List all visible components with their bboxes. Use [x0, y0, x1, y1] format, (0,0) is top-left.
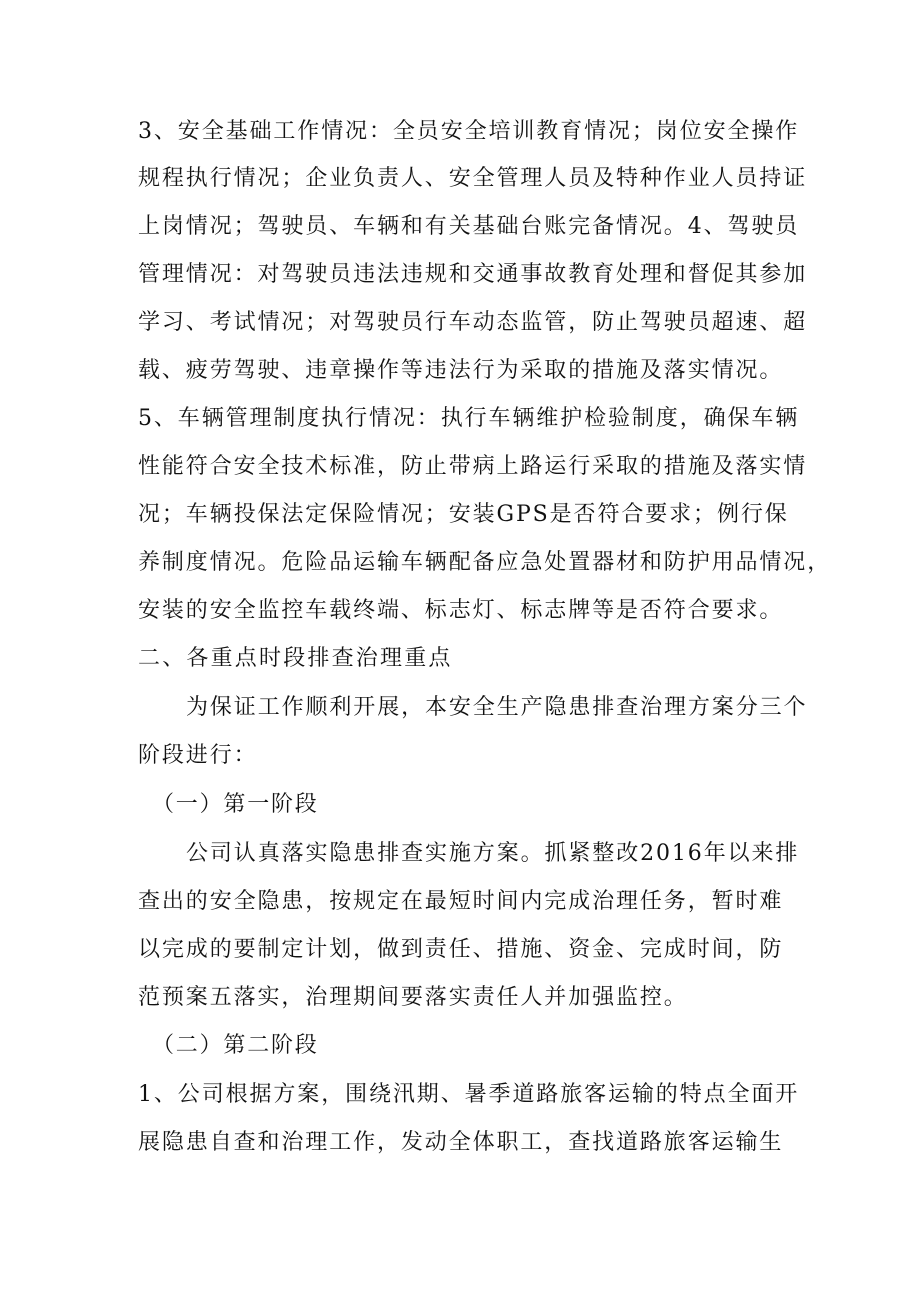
body-line: 1、公司根据方案，围绕汛期、暑季道路旅客运输的特点全面开 — [138, 1082, 800, 1107]
body-line: 查出的安全隐患，按规定在最短时间内完成治理任务，暂时难 — [138, 889, 784, 914]
subsection-heading: （二）第二阶段 — [152, 1033, 319, 1058]
body-line: 阶段进行： — [138, 743, 258, 768]
body-line: 公司认真落实隐患排查实施方案。抓紧整改2016年以来排 — [186, 841, 800, 866]
body-line: 性能符合安全技术标准，防止带病上路运行采取的措施及落实情 — [138, 454, 808, 479]
body-line: 安装的安全监控车载终端、标志灯、标志牌等是否符合要求。 — [138, 598, 784, 623]
body-line: 规程执行情况；企业负责人、安全管理人员及特种作业人员持证 — [138, 166, 808, 191]
body-line: 范预案五落实，治理期间要落实责任人并加强监控。 — [138, 985, 688, 1010]
subsection-heading: （一）第一阶段 — [152, 792, 319, 817]
body-line: 5、车辆管理制度执行情况：执行车辆维护检验制度，确保车辆 — [138, 406, 800, 431]
body-line: 养制度情况。危险品运输车辆配备应急处置器材和防护用品情况， — [138, 550, 832, 575]
body-line: 管理情况：对驾驶员违法违规和交通事故教育处理和督促其参加 — [138, 262, 808, 287]
body-line: 况；车辆投保法定保险情况；安装GPS是否符合要求；例行保 — [138, 502, 789, 527]
body-line: 以完成的要制定计划，做到责任、措施、资金、完成时间，防 — [138, 937, 784, 962]
body-line: 载、疲劳驾驶、违章操作等违法行为采取的措施及落实情况。 — [138, 358, 784, 383]
body-line: 为保证工作顺利开展，本安全生产隐患排查治理方案分三个 — [186, 695, 808, 720]
body-line: 学习、考试情况；对驾驶员行车动态监管，防止驾驶员超速、超 — [138, 310, 808, 335]
body-line: 3、安全基础工作情况：全员安全培训教育情况；岗位安全操作 — [138, 119, 800, 144]
body-line: 上岗情况；驾驶员、车辆和有关基础台账完备情况。4、驾驶员 — [138, 214, 800, 239]
body-line: 展隐患自查和治理工作，发动全体职工，查找道路旅客运输生 — [138, 1130, 784, 1155]
section-heading: 二、各重点时段排查治理重点 — [138, 646, 453, 671]
